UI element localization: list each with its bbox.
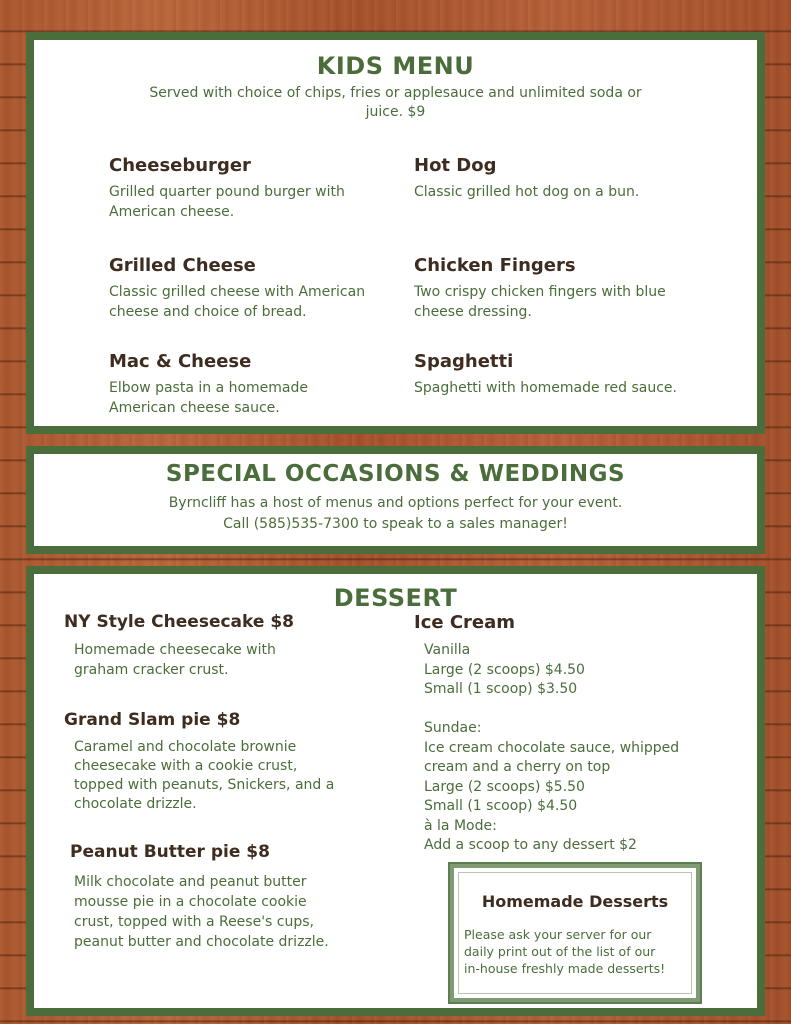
homemade-desserts-box [448,862,702,1004]
dessert-cheesecake [64,612,294,680]
menu-item-spaghetti [414,351,677,398]
item-name: Hot Dog [414,155,497,176]
item-desc: Homemade cheesecake with graham cracker crust. [74,642,276,678]
item-desc: Grilled quarter pound burger with American cheese. [109,184,345,220]
menu-item-hot-dog [414,155,639,202]
menu-item-cheeseburger [109,155,345,222]
item-desc: Spaghetti with homemade red sauce. [414,380,677,396]
item-desc: Caramel and chocolate brownie cheesecake with a cookie crust, topped with peanuts, Snickers, and a chocolate drizzle. [74,739,335,812]
dessert-peanut-butter-pie [70,842,329,952]
item-name: Chicken Fingers [414,255,576,276]
item-name: Cheeseburger [109,155,251,176]
item-name: Spaghetti [414,351,514,372]
kids-menu-title: KIDS MENU [316,52,475,80]
item-name: NY Style Cheesecake $8 [64,612,294,632]
homemade-desserts-title: Homemade Desserts [481,892,669,911]
item-name: Grand Slam pie $8 [64,710,241,730]
homemade-desserts-text: Please ask your server for our daily print out of the list of our in-house freshly made desserts! [464,927,666,976]
item-name: Mac & Cheese [109,351,252,372]
item-desc: Milk chocolate and peanut butter mousse pie in a chocolate cookie crust, topped with a Reese's cups, peanut butter and chocolate drizzle. [74,874,329,950]
kids-menu-subtitle: Served with choice of chips, fries or applesauce and unlimited soda or juice. $9 [149,85,642,120]
kids-menu-panel [26,32,765,434]
special-occasions-text: Byrncliff has a host of menus and options perfect for your event. Call (585)535-7300 to speak to a sales manager! [168,495,623,532]
item-desc: Classic grilled cheese with American cheese and choice of bread. [109,284,366,320]
menu-item-mac-and-cheese [109,351,308,418]
item-name: Grilled Cheese [109,255,256,276]
menu-item-grilled-cheese [109,255,365,322]
item-desc: Classic grilled hot dog on a bun. [414,184,640,200]
menu-item-chicken-fingers [414,255,666,322]
special-occasions-title: SPECIAL OCCASIONS & WEDDINGS [165,461,626,487]
item-name: Ice Cream [414,612,516,633]
item-desc: Two crispy chicken fingers with blue cheese dressing. [414,284,666,320]
dessert-ice-cream [414,612,679,856]
item-desc: Elbow pasta in a homemade American cheese sauce. [109,380,309,416]
special-occasions-panel [26,446,765,554]
item-name: Peanut Butter pie $8 [70,842,270,862]
dessert-title: DESSERT [333,584,458,612]
dessert-grand-slam-pie [64,710,334,814]
item-desc: Vanilla Large (2 scoops) $4.50 Small (1 scoop) $3.50 Sundae: Ice cream chocolate sauce, whipped cream and a cherry on top Large (2 scoops) $5.50 Small (1 scoop) $4.50 à la Mode: Add a scoop to any dessert $2 [424,642,680,853]
dessert-panel [26,566,765,1016]
